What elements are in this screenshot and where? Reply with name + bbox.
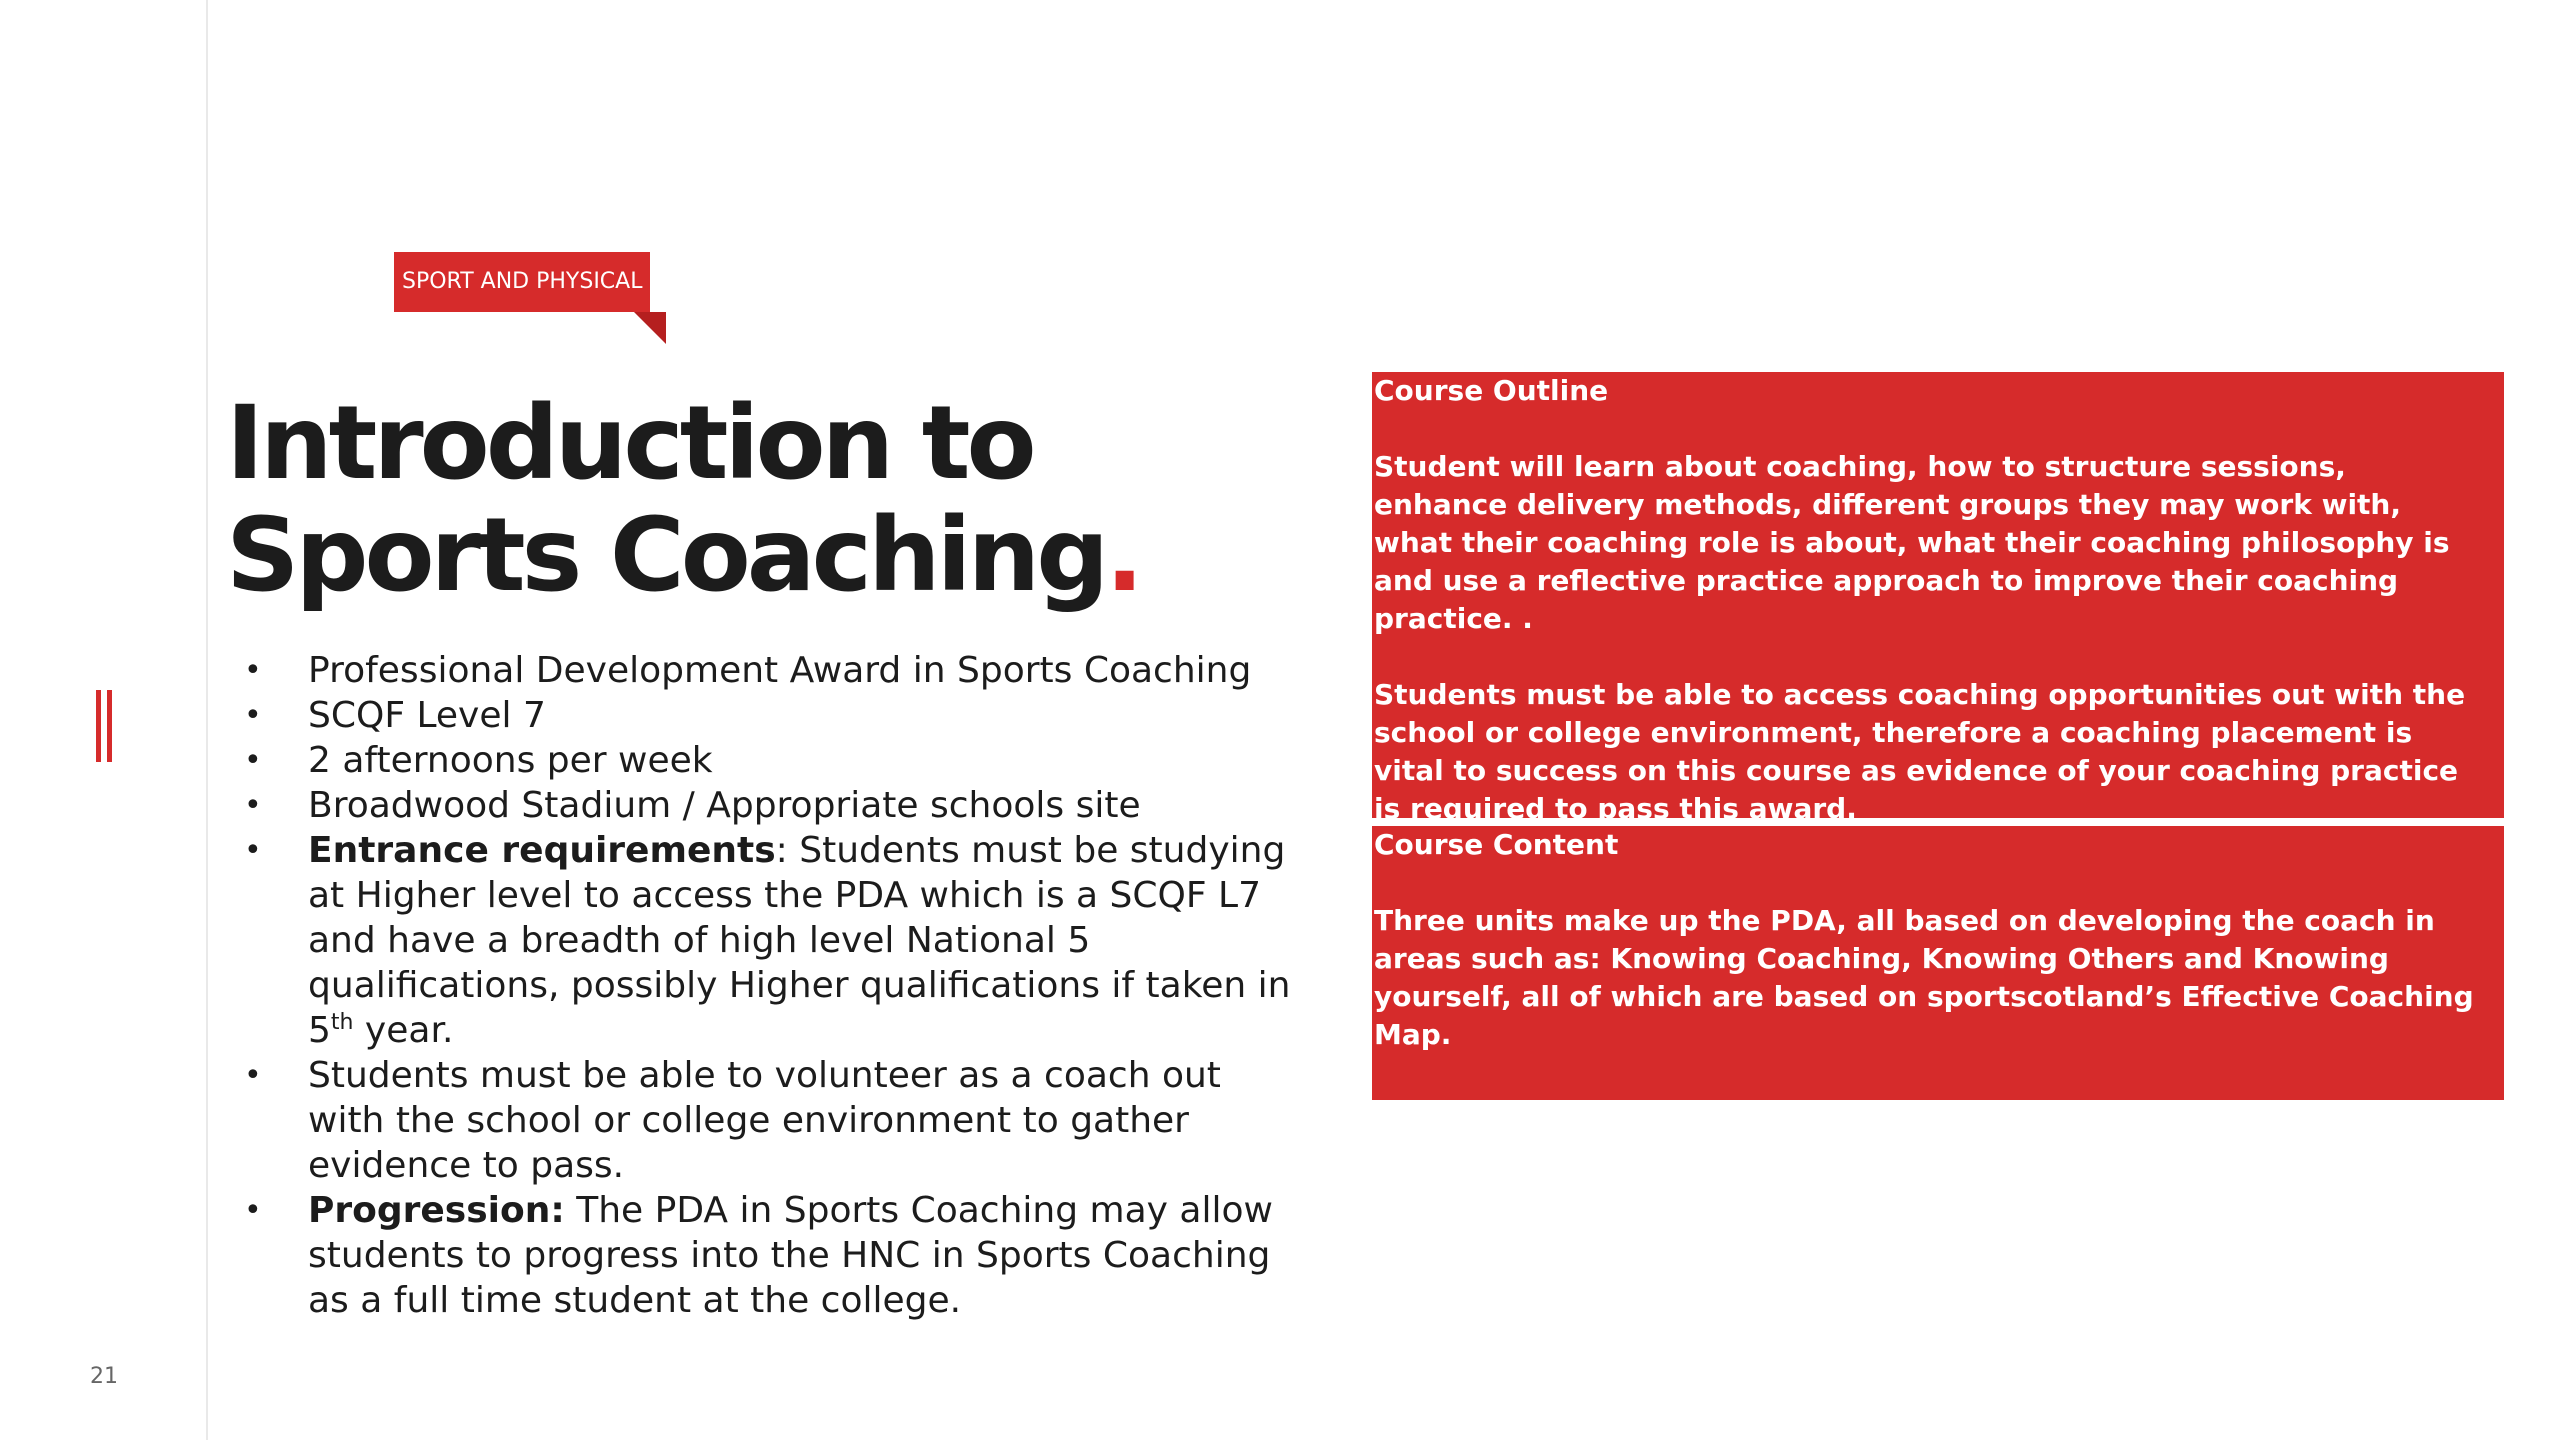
page-number: 21 <box>90 1364 118 1389</box>
bullet-marker: • <box>244 1058 262 1093</box>
bar-right <box>107 690 112 762</box>
progression-label: Progression: <box>308 1190 565 1231</box>
course-content-heading: Course Content <box>1374 828 1619 861</box>
bullet-marker: • <box>244 698 262 733</box>
category-tag: SPORT AND PHYSICAL <box>394 252 650 312</box>
bullet-marker: • <box>244 743 262 778</box>
list-item <box>240 648 1300 693</box>
list-item <box>240 693 1300 738</box>
bullet-marker: • <box>244 833 262 868</box>
bar-left <box>96 690 101 762</box>
left-margin-rule <box>206 0 208 1440</box>
list-item-text: SCQF Level 7 <box>308 695 546 736</box>
entrance-requirements-label: Entrance requirements <box>308 830 776 871</box>
course-content-paragraph: Three units make up the PDA, all based on developing the coach in areas such as: Knowing Coaching, Knowing Others and Knowing yourself, all of which are based on sportscotland’s Effective Coaching Map. <box>1374 904 2474 1051</box>
list-item <box>240 738 1300 783</box>
list-item <box>240 1053 1300 1188</box>
title-line-1: Introduction to <box>226 384 1033 503</box>
list-item-text: Professional Development Award in Sports Coaching <box>308 650 1252 691</box>
course-outline-heading: Course Outline <box>1374 374 1609 407</box>
category-tag-fold <box>634 312 666 344</box>
entrance-requirements-tail: year. <box>353 1010 454 1051</box>
title-line-2 <box>226 496 1141 615</box>
list-item <box>240 828 1300 1053</box>
list-item-text: Students must be able to volunteer as a coach out with the school or college environment to gather evidence to pass. <box>308 1055 1221 1186</box>
list-item-text: 2 afternoons per week <box>308 740 713 781</box>
title-line-2-text: Sports Coaching <box>226 496 1106 615</box>
bullet-marker: • <box>244 653 262 688</box>
bullet-marker: • <box>244 1193 262 1228</box>
list-item-text: Broadwood Stadium / Appropriate schools site <box>308 785 1141 826</box>
double-bar-decoration <box>96 690 116 762</box>
course-outline-box <box>1372 372 2504 825</box>
course-content-box <box>1372 826 2504 1100</box>
entrance-requirements-text: : Students must be studying at Higher level to access the PDA which is a SCQF L7 and have a breadth of high level National 5 qualifications, possibly Higher qualifications if taken in 5 <box>308 830 1291 1051</box>
course-facts-list <box>240 648 1300 1323</box>
course-outline-paragraph-1: Student will learn about coaching, how to structure sessions, enhance delivery methods, different groups they may work with, what their coaching role is about, what their coaching philosophy is and use a reflective practice approach to improve their coaching practice. . <box>1374 450 2450 635</box>
list-item <box>240 1188 1300 1323</box>
progression-text: The PDA in Sports Coaching may allow students to progress into the HNC in Sports Coaching as a full time student at the college. <box>308 1190 1273 1321</box>
page-title <box>226 384 1141 615</box>
title-end-dot: . <box>1105 496 1141 615</box>
bullet-marker: • <box>244 788 262 823</box>
course-outline-paragraph-2: Students must be able to access coaching opportunities out with the school or college environment, therefore a coaching placement is vital to success on this course as evidence of your coaching practice is required to pass this award. <box>1374 678 2466 825</box>
list-item <box>240 783 1300 828</box>
ordinal-suffix: th <box>330 1010 354 1035</box>
